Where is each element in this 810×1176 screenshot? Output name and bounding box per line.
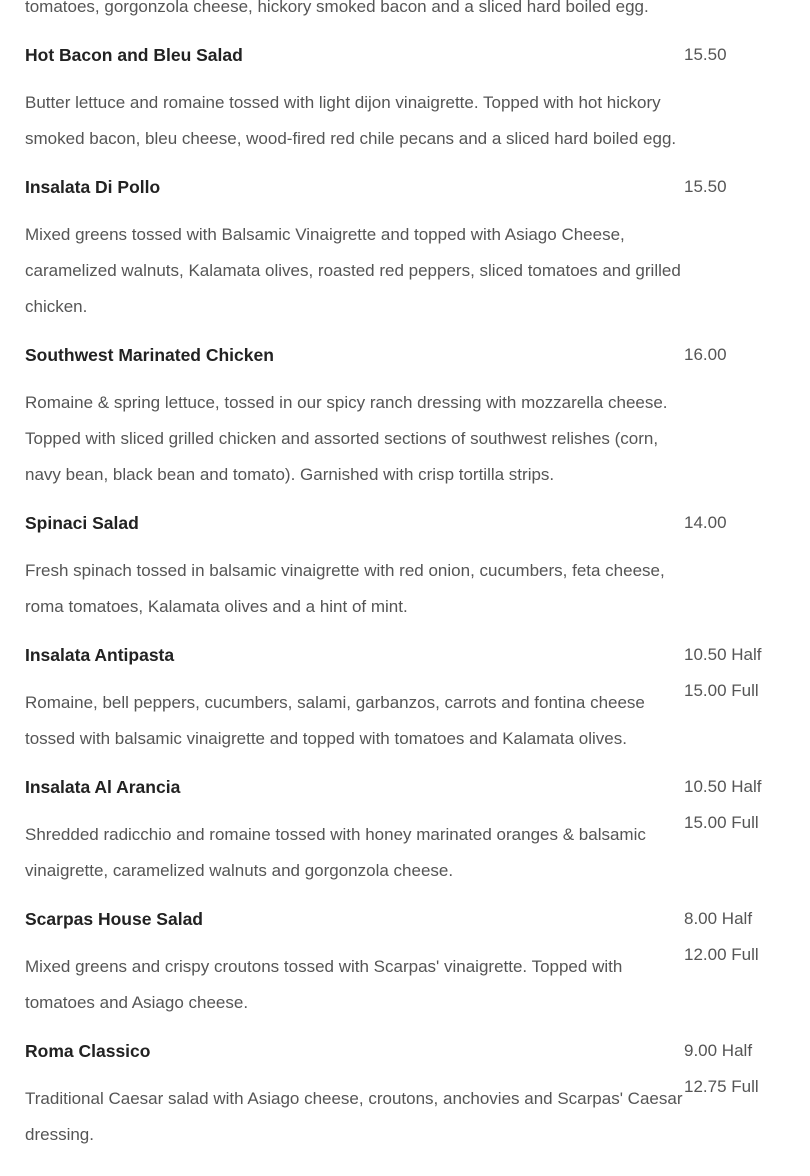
menu-item-prices bbox=[684, 1033, 795, 1105]
menu-item-prices bbox=[684, 901, 795, 973]
menu-item-name: Roma Classico bbox=[25, 1041, 151, 1061]
menu-item-prices bbox=[684, 505, 795, 541]
menu-item bbox=[25, 169, 795, 325]
menu-item bbox=[25, 637, 795, 757]
menu-item-description: Mixed greens and crispy croutons tossed with Scarpas' vinaigrette. Topped with tomatoes and Asiago cheese. bbox=[25, 957, 623, 1012]
menu-item-name: Insalata Di Pollo bbox=[25, 177, 161, 197]
menu-item-details bbox=[25, 769, 684, 889]
menu-item-list bbox=[25, 37, 795, 1153]
menu-item-price: 12.00 Full bbox=[684, 945, 759, 964]
menu-item-details bbox=[25, 169, 684, 325]
menu-item-description: Mixed greens tossed with Balsamic Vinaigrette and topped with Asiago Cheese, caramelized walnuts, Kalamata olives, roasted red peppers, sliced tomatoes and grilled chicken. bbox=[25, 225, 681, 316]
menu-item-description: Shredded radicchio and romaine tossed with honey marinated oranges & balsamic vinaigrette, caramelized walnuts and gorgonzola cheese. bbox=[25, 825, 646, 880]
menu-item-price: 15.00 Full bbox=[684, 813, 759, 832]
menu-item-prices bbox=[684, 169, 795, 205]
menu-item-description: Butter lettuce and romaine tossed with light dijon vinaigrette. Topped with hot hickory smoked bacon, bleu cheese, wood-fired red chile pecans and a sliced hard boiled egg. bbox=[25, 93, 677, 148]
menu-item-name: Insalata Al Arancia bbox=[25, 777, 181, 797]
menu-item-details bbox=[25, 637, 684, 757]
salad-menu bbox=[25, 0, 795, 1165]
menu-item bbox=[25, 901, 795, 1021]
menu-item-price: 8.00 Half bbox=[684, 909, 753, 928]
menu-item-details bbox=[25, 1033, 684, 1153]
menu-item-description: Fresh spinach tossed in balsamic vinaigrette with red onion, cucumbers, feta cheese, roma tomatoes, Kalamata olives and a hint of mint. bbox=[25, 561, 665, 616]
menu-item-prices bbox=[684, 337, 795, 373]
menu-item-name: Southwest Marinated Chicken bbox=[25, 345, 274, 365]
menu-item bbox=[25, 505, 795, 625]
menu-item-price: 12.75 Full bbox=[684, 1077, 759, 1096]
menu-item-price: 15.50 bbox=[684, 177, 727, 196]
menu-item-prices bbox=[684, 769, 795, 841]
menu-item bbox=[25, 1033, 795, 1153]
menu-item-price: 15.00 Full bbox=[684, 681, 759, 700]
menu-item-price: 10.50 Half bbox=[684, 645, 762, 664]
menu-item bbox=[25, 337, 795, 493]
menu-item-price: 15.50 bbox=[684, 45, 727, 64]
previous-item-description-tail: tomatoes, gorgonzola cheese, hickory smoked bacon and a sliced hard boiled egg. bbox=[25, 0, 649, 16]
menu-item-details bbox=[25, 505, 684, 625]
menu-item-details bbox=[25, 901, 684, 1021]
menu-item-prices bbox=[684, 637, 795, 709]
menu-item-name: Hot Bacon and Bleu Salad bbox=[25, 45, 243, 65]
menu-item-price: 9.00 Half bbox=[684, 1041, 753, 1060]
menu-item-description: Romaine & spring lettuce, tossed in our spicy ranch dressing with mozzarella cheese. Topped with sliced grilled chicken and assorted sections of southwest relishes (corn, navy bean, black bean and tomato). Garnished with crisp tortilla strips. bbox=[25, 393, 668, 484]
menu-item-price: 16.00 bbox=[684, 345, 727, 364]
menu-item-details bbox=[25, 37, 684, 157]
menu-item-prices bbox=[684, 37, 795, 73]
menu-item-price: 14.00 bbox=[684, 513, 727, 532]
menu-item-description: Traditional Caesar salad with Asiago cheese, croutons, anchovies and Scarpas' Caesar dressing. bbox=[25, 1089, 683, 1144]
menu-item bbox=[25, 769, 795, 889]
menu-item-price: 10.50 Half bbox=[684, 777, 762, 796]
menu-item-description: Romaine, bell peppers, cucumbers, salami, garbanzos, carrots and fontina cheese tossed with balsamic vinaigrette and topped with tomatoes and Kalamata olives. bbox=[25, 693, 645, 748]
menu-item-name: Insalata Antipasta bbox=[25, 645, 175, 665]
menu-item-name: Spinaci Salad bbox=[25, 513, 139, 533]
menu-item bbox=[25, 37, 795, 157]
menu-item-name: Scarpas House Salad bbox=[25, 909, 203, 929]
menu-item-details bbox=[25, 337, 684, 493]
